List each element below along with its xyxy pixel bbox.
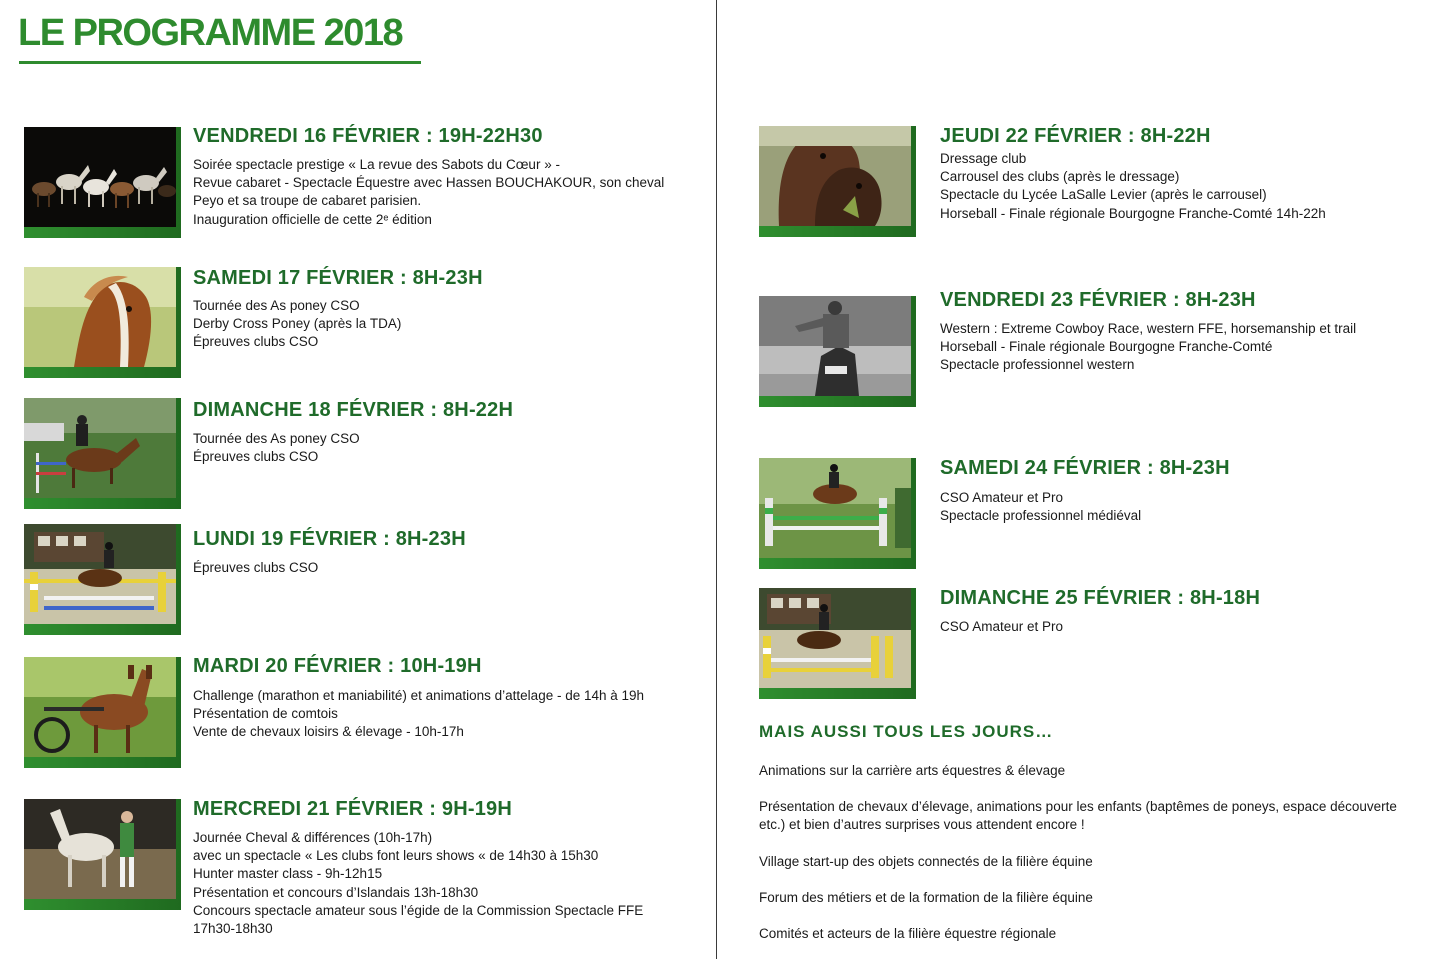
detail-line: Épreuves clubs CSO [193,449,319,465]
also-item: Présentation de chevaux d’élevage, animations pour les enfants (baptêmes de poneys, espace découverte etc.) et bien d’autres surprises vous attendent encore ! [759,799,1397,833]
day-details [193,559,318,577]
detail-line: Épreuves clubs CSO [193,560,319,575]
detail-line: avec un spectacle « Les clubs font leurs shows « de 14h30 à 15h30 [193,848,599,864]
horses-herd-night-photo [24,127,176,227]
day-details [193,297,401,352]
mare-and-foal-photo [759,126,911,226]
detail-line: Spectacle professionnel western [940,357,1135,373]
also-item: Village start-up des objets connectés de la filière équine [759,853,1093,869]
detail-line: Inauguration officielle de cette 2ᵉ édition [193,211,432,227]
detail-line: Hunter master class - 9h-12h15 [193,866,383,882]
also-list [759,762,1399,961]
detail-line: Tournée des As poney CSO [193,298,360,313]
also-heading: MAIS AUSSI TOUS LES JOURS… [759,722,1054,741]
show-jumping-arena-photo [24,524,176,624]
column-divider [716,0,717,959]
detail-line: Vente de chevaux loisirs & élevage - 10h-17h [193,724,464,740]
day-details [193,829,643,938]
day-photo-frame [759,588,916,699]
detail-line: Western : Extreme Cowboy Race, western FFE, horsemanship et trail [940,321,1357,336]
detail-line: Dressage club [940,151,1027,166]
day-photo-frame [24,524,181,635]
also-item: Comités et acteurs de la filière équestre régionale [759,926,1057,942]
day-details [193,687,644,742]
day-photo-frame [24,398,181,509]
horse-show-handler-photo [24,799,176,899]
detail-line: Épreuves clubs CSO [193,334,319,350]
day-details [940,618,1063,636]
day-heading: LUNDI 19 FÉVRIER : 8H-23H [193,528,466,550]
day-heading: VENDREDI 16 FÉVRIER : 19H-22H30 [193,125,543,147]
day-photo-frame [24,657,181,768]
day-photo-frame [24,267,181,378]
day-details [940,150,1326,223]
day-details [940,489,1141,525]
detail-line: CSO Amateur et Pro [940,619,1064,634]
pony-jumping-outdoor-photo [24,398,176,498]
day-details [193,430,360,466]
day-heading: MERCREDI 21 FÉVRIER : 9H-19H [193,798,512,820]
detail-line: Présentation de comtois [193,706,338,722]
also-item: Animations sur la carrière arts équestres & élevage [759,763,1066,778]
detail-line: Challenge (marathon et maniabilité) et animations d’attelage - de 14h à 19h [193,688,645,703]
day-heading: SAMEDI 24 FÉVRIER : 8H-23H [940,457,1230,479]
driving-horse-carriage-photo [24,657,176,757]
detail-line: Journée Cheval & différences (10h-17h) [193,830,433,845]
detail-line: 17h30-18h30 [193,921,273,937]
day-heading: SAMEDI 17 FÉVRIER : 8H-23H [193,267,483,289]
day-photo-frame [759,296,916,407]
western-rider-bw-photo [759,296,911,396]
cso-amateur-pro-photo [759,588,911,688]
detail-line: Carrousel des clubs (après le dressage) [940,169,1180,185]
cso-jump-outdoor-photo [759,458,911,558]
day-heading: DIMANCHE 18 FÉVRIER : 8H-22H [193,399,514,421]
day-photo-frame [24,799,181,910]
title-underline [19,61,421,64]
detail-line: Spectacle professionnel médiéval [940,508,1142,524]
day-details [193,156,664,229]
detail-line: Revue cabaret - Spectacle Équestre avec Hassen BOUCHAKOUR, son cheval [193,175,665,191]
detail-line: Soirée spectacle prestige « La revue des Sabots du Cœur » - [193,157,560,172]
day-heading: JEUDI 22 FÉVRIER : 8H-22H [940,125,1211,147]
detail-line: Horseball - Finale régionale Bourgogne Franche-Comté [940,339,1273,355]
detail-line: Présentation et concours d’Islandais 13h-18h30 [193,884,479,900]
day-heading: MARDI 20 FÉVRIER : 10H-19H [193,655,482,677]
detail-line: Peyo et sa troupe de cabaret parisien. [193,193,422,209]
day-photo-frame [759,458,916,569]
detail-line: Spectacle du Lycée LaSalle Levier (après le carrousel) [940,187,1267,203]
day-photo-frame [24,127,181,238]
detail-line: Derby Cross Poney (après la TDA) [193,316,402,332]
day-details [940,320,1356,375]
also-item: Forum des métiers et de la formation de la filière équine [759,889,1093,905]
chestnut-horse-portrait-photo [24,267,176,367]
page-title: LE PROGRAMME 2018 [18,12,403,54]
day-heading: DIMANCHE 25 FÉVRIER : 8H-18H [940,587,1261,609]
day-photo-frame [759,126,916,237]
detail-line: Tournée des As poney CSO [193,431,360,446]
detail-line: Concours spectacle amateur sous l’égide de la Commission Spectacle FFE [193,902,644,918]
detail-line: Horseball - Finale régionale Bourgogne Franche-Comté 14h-22h [940,205,1326,221]
day-heading: VENDREDI 23 FÉVRIER : 8H-23H [940,289,1256,311]
detail-line: CSO Amateur et Pro [940,490,1064,505]
